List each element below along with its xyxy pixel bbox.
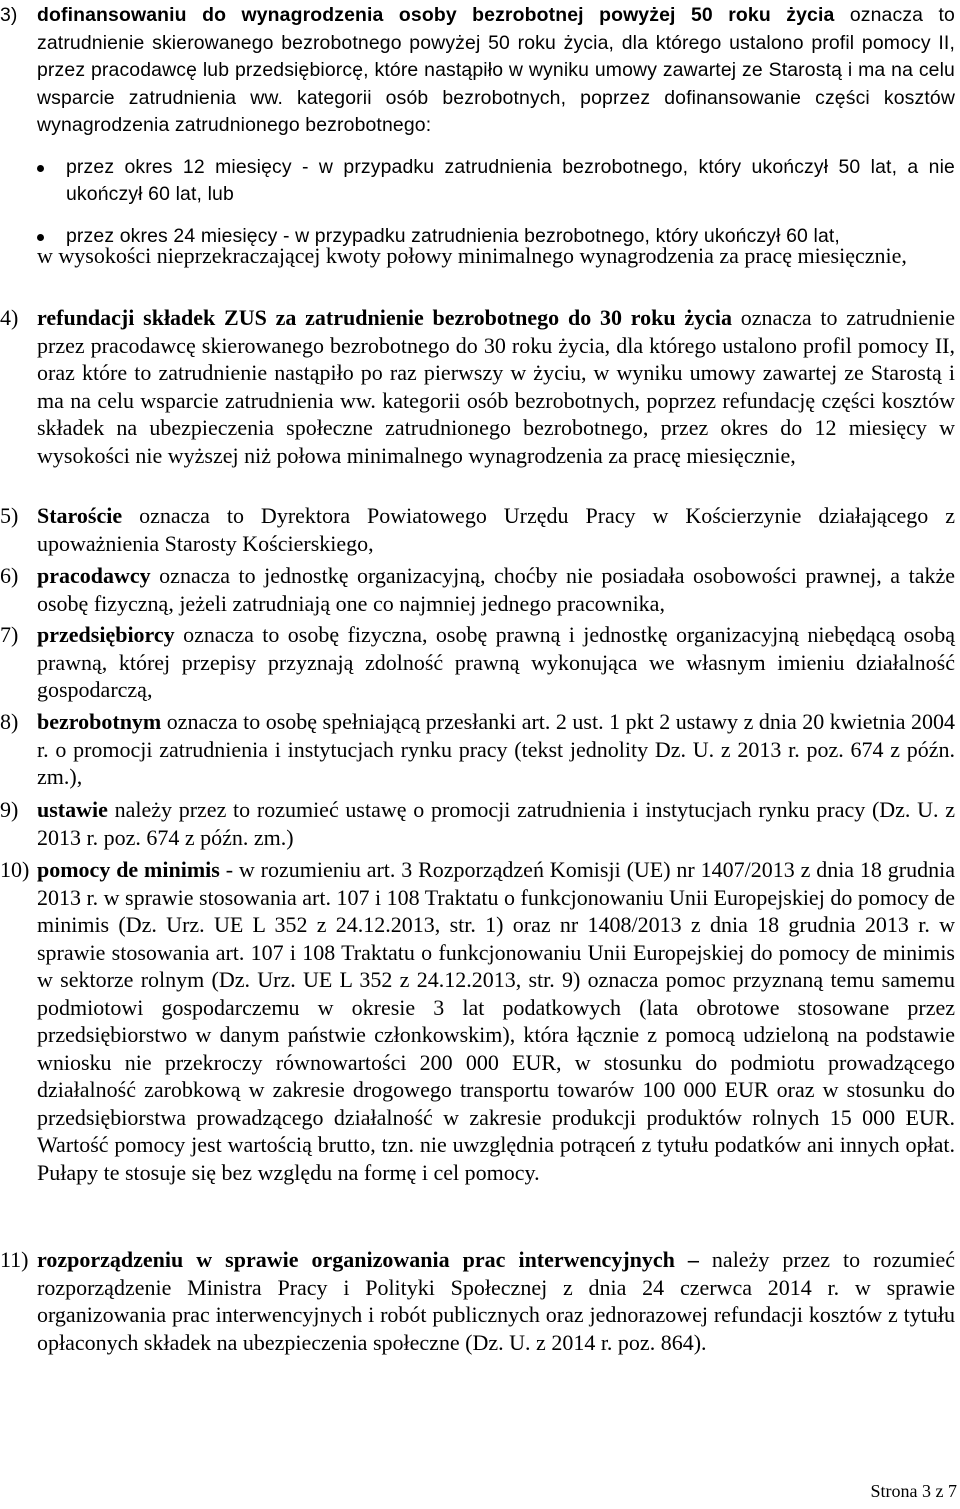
- definition-item-7: [0, 621, 955, 704]
- item-number: 4): [0, 305, 19, 330]
- definition-text: należy przez to rozumieć rozporządzenie Ministra Pracy i Polityki Społecznej z dnia 24 czerwca 2014 r. w sprawie organizowania prac interwencyjnych i robót publicznych oraz jednorazowej refundacji kosztów z tytułu opłaconych składek na ubezpieczenia społeczne (Dz. U. z 2014 r. poz. 864).: [37, 1247, 955, 1355]
- definition-text: w wysokości nieprzekraczającej kwoty połowy minimalnego wynagrodzenia za pracę miesięcznie,: [37, 243, 907, 268]
- item-number: 9): [0, 797, 19, 822]
- item-number: 6): [0, 563, 19, 588]
- defined-term: ustawie: [37, 797, 108, 822]
- definition-item-8: [0, 708, 955, 791]
- defined-term: refundacji składek ZUS za zatrudnienie bezrobotnego do 30 roku życia: [37, 305, 732, 330]
- defined-term: rozporządzeniu w sprawie organizowania prac interwencyjnych –: [37, 1247, 699, 1272]
- definition-item-6: [0, 562, 955, 617]
- definition-item-11: [0, 1246, 955, 1356]
- definition-text: oznacza to jednostkę organizacyjną, choćby nie posiadała osobowości prawnej, a także osobę fizyczną, jeżeli zatrudniają one co najmniej jednego pracownika,: [37, 563, 955, 616]
- definition-text: oznacza to Dyrektora Powiatowego Urzędu Pracy w Kościerzynie działającego z upoważnienia Starosty Kościerskiego,: [37, 503, 955, 556]
- definition-text: oznacza to osobę fizyczna, osobę prawną i jednostkę organizacyjną niebędącą osobą prawną, której przepisy przyznają zdolność prawną wykonująca we własnym imieniu działalność gospodarczą,: [37, 622, 955, 702]
- item-number: 8): [0, 709, 19, 734]
- definition-text: oznacza to zatrudnienie skierowanego bezrobotnego powyżej 50 roku życia, dla którego ustalono profil pomocy II, przez pracodawcę lub przedsiębiorcę, które nastąpiło w wyniku umowy zawartej ze Starostą i ma na celu wsparcie zatrudnienia ww. kategorii osób bezrobotnych, poprzez dofinansowanie części kosztów wynagrodzenia zatrudnionego bezrobotnego:: [37, 4, 955, 136]
- defined-term: pracodawcy: [37, 563, 151, 588]
- bullet-icon: [37, 165, 44, 172]
- defined-term: dofinansowaniu do wynagrodzenia osoby bezrobotnej powyżej 50 roku życia: [37, 4, 835, 26]
- definition-item-3: [0, 2, 955, 264]
- bullet-icon: [37, 234, 44, 241]
- defined-term: przedsiębiorcy: [37, 622, 175, 647]
- definition-text: oznacza to osobę spełniającą przesłanki art. 2 ust. 1 pkt 2 ustawy z dnia 20 kwietnia 2004 r. o promocji zatrudnienia i instytucjach rynku pracy (tekst jednolity Dz. U. z 2013 r. poz. 674 z późn. zm.),: [37, 709, 955, 789]
- item-number: 11): [0, 1247, 29, 1272]
- defined-term: pomocy de minimis: [37, 857, 220, 882]
- page-number-footer: Strona 3 z 7: [870, 1481, 957, 1501]
- definition-item-3-continuation: [0, 242, 955, 270]
- list-item-text: przez okres 12 miesięcy - w przypadku zatrudnienia bezrobotnego, który ukończył 50 lat, a nie ukończył 60 lat, lub: [66, 155, 955, 205]
- item-number: 7): [0, 622, 19, 647]
- bullet-list: [37, 154, 955, 251]
- defined-term: bezrobotnym: [37, 709, 162, 734]
- item-number: 5): [0, 503, 19, 528]
- definition-item-5: [0, 502, 955, 557]
- list-item-text: przez okres 24 miesięcy - w przypadku zatrudnienia bezrobotnego, który ukończył 60 lat,: [66, 224, 840, 247]
- definition-item-10: [0, 856, 955, 1186]
- definition-text: oznacza to zatrudnienie przez pracodawcę skierowanego bezrobotnego do 30 roku życia, dla którego ustalono profil pomocy II, oraz które to zatrudnienie nastąpiło po raz pierwszy w życiu, w wyniku umowy zawartej ze Starostą i ma na celu wsparcie zatrudnienia ww. kategorii osób bezrobotnych, poprzez refundację części kosztów składek na ubezpieczenia społeczne zatrudnionego bezrobotnego, przez okres do 12 miesięcy w wysokości nie wyższej niż połowa minimalnego wynagrodzenia za pracę miesięcznie,: [37, 305, 955, 468]
- definition-text: - w rozumieniu art. 3 Rozporządzeń Komisji (UE) nr 1407/2013 z dnia 18 grudnia 2013 r. w sprawie stosowania art. 107 i 108 Traktatu o funkcjonowaniu Unii Europejskiej do pomocy de minimis (Dz. Urz. UE L 352 z 24.12.2013, str. 1) oraz nr 1408/2013 z dnia 18 grudnia 2013 r. w sprawie stosowania art. 107 i 108 Traktatu o funkcjonowaniu Unii Europejskiej do pomocy de minimis w sektorze rolnym (Dz. Urz. UE L 352 z 24.12.2013, str. 9) oznacza pomoc przyznaną temu samemu podmiotowi gospodarczemu w okresie 3 lat podatkowych (lata obrotowe stosowane przez przedsiębiorstwo w danym państwie członkowskim), która łącznie z pomocą udzieloną na podstawie wniosku nie przekroczy równowartości 200 000 EUR, w stosunku do podmiotu prowadzącego działalność zarobkową w zakresie drogowego transportu towarów 100 000 EUR oraz w stosunku do przedsiębiorstwa prowadzącego działalność w zakresie produkcji produktów rolnych 15 000 EUR. Wartość pomocy jest wartością brutto, tzn. nie uwzględnia potrąceń z tytułu podatków ani innych opłat. Pułapy te stosuje się bez względu na formę i cel pomocy.: [37, 857, 955, 1185]
- item-number: 3): [0, 4, 18, 26]
- defined-term: Staroście: [37, 503, 123, 528]
- definition-text: należy przez to rozumieć ustawę o promocji zatrudnienia i instytucjach rynku pracy (Dz. U. z 2013 r. poz. 674 z późn. zm.): [37, 797, 955, 850]
- item-number: 10): [0, 857, 30, 882]
- list-item: [37, 154, 955, 209]
- definition-item-4: [0, 304, 955, 469]
- definition-item-9: [0, 796, 955, 851]
